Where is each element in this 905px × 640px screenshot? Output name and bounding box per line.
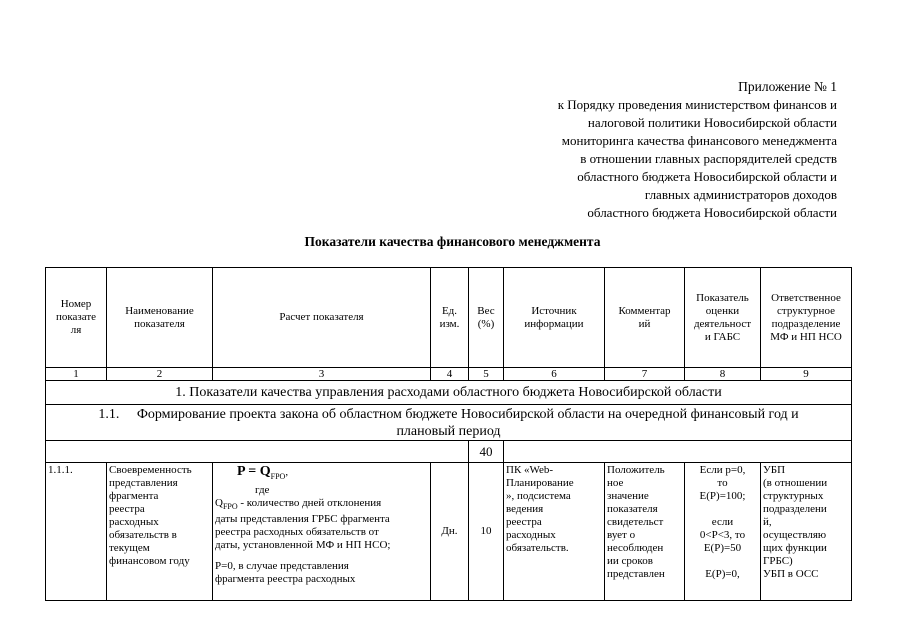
section-1-1-number: 1.1. [98, 406, 120, 422]
row-score: Если p=0, то E(P)=100; если 0<P<3, то E(P)=50 E(P)=0, [685, 463, 761, 601]
header-cell-name: Наименование показателя [107, 268, 213, 368]
appendix-block [558, 78, 837, 222]
row-comment: Положитель ное значение показателя свидетельст вует о несоблюден ии сроков представлен [605, 463, 685, 601]
header-cell-calculation: Расчет показателя [213, 268, 431, 368]
header-cell-unit: Ед. изм. [431, 268, 469, 368]
section-1-1-row [46, 405, 852, 441]
appendix-line: областного бюджета Новосибирской области [587, 205, 837, 220]
column-number: 7 [605, 368, 685, 381]
row-calculation: $P = Q_{FPO}$, где $Q_{FPO}$ - количество дней отклонения даты представления ГРБС фрагмента реестра расходных обязательств от даты, установленной МФ и НП НСО; P=0, в случае представления фрагмента реестра расходных [213, 463, 431, 601]
section-1-row [46, 381, 852, 405]
appendix-title: Приложение № 1 [738, 79, 837, 94]
header-cell-source: Источник информации [504, 268, 605, 368]
column-number: 3 [213, 368, 431, 381]
column-number: 1 [46, 368, 107, 381]
appendix-line: главных администраторов доходов [644, 187, 837, 202]
row-weight: 10 [469, 463, 504, 601]
table-row [46, 463, 852, 601]
column-number: 8 [685, 368, 761, 381]
appendix-line: к Порядку проведения министерством финансов и [557, 97, 837, 112]
column-number: 2 [107, 368, 213, 381]
row-unit: Дн. [431, 463, 469, 601]
section-1-1-title: 1.1. Формирование проекта закона об областном бюджете Новосибирской области на очередной финансовый год и плановый период [46, 405, 852, 441]
indicators-table [45, 267, 852, 601]
document-title: Показатели качества финансового менеджмента [304, 234, 601, 249]
appendix-line: мониторинга качества финансового менеджмента [561, 133, 837, 148]
header-cell-comment: Комментар ий [605, 268, 685, 368]
column-number: 6 [504, 368, 605, 381]
calc-q-line: $Q_{FPO}$ - количество дней отклонения [215, 496, 382, 511]
section-1-title: 1. Показатели качества управления расходами областного бюджета Новосибирской области [46, 381, 852, 405]
column-number: 9 [761, 368, 852, 381]
row-responsible: УБП (в отношении структурных подразделени й, осуществляю щих функции ГРБС) УБП в ОСС [761, 463, 852, 601]
section-1-1-weight-row [46, 441, 852, 463]
column-number: 4 [431, 368, 469, 381]
appendix-line: налоговой политики Новосибирской области [587, 115, 837, 130]
header-cell-responsible: Ответственное структурное подразделение МФ и НП НСО [761, 268, 852, 368]
section-1-1-weight: 40 [469, 441, 504, 463]
header-cell-weight: Вес (%) [469, 268, 504, 368]
row-number: 1.1.1. [46, 463, 107, 601]
column-number-row [46, 368, 852, 381]
formula: $P = Q_{FPO}$, [237, 464, 289, 481]
appendix-line: областного бюджета Новосибирской области и [577, 169, 837, 184]
header-cell-score: Показатель оценки деятельност и ГАБС [685, 268, 761, 368]
row-source: ПК «Web- Планирование », подсистема ведения реестра расходных обязательств. [504, 463, 605, 601]
header-row [46, 268, 852, 368]
appendix-line: в отношении главных распорядителей средств [580, 151, 837, 166]
header-cell-number: Номер показате ля [46, 268, 107, 368]
row-name: Своевременность представления фрагмента реестра расходных обязательств в текущем финансовом году [107, 463, 213, 601]
column-number: 5 [469, 368, 504, 381]
